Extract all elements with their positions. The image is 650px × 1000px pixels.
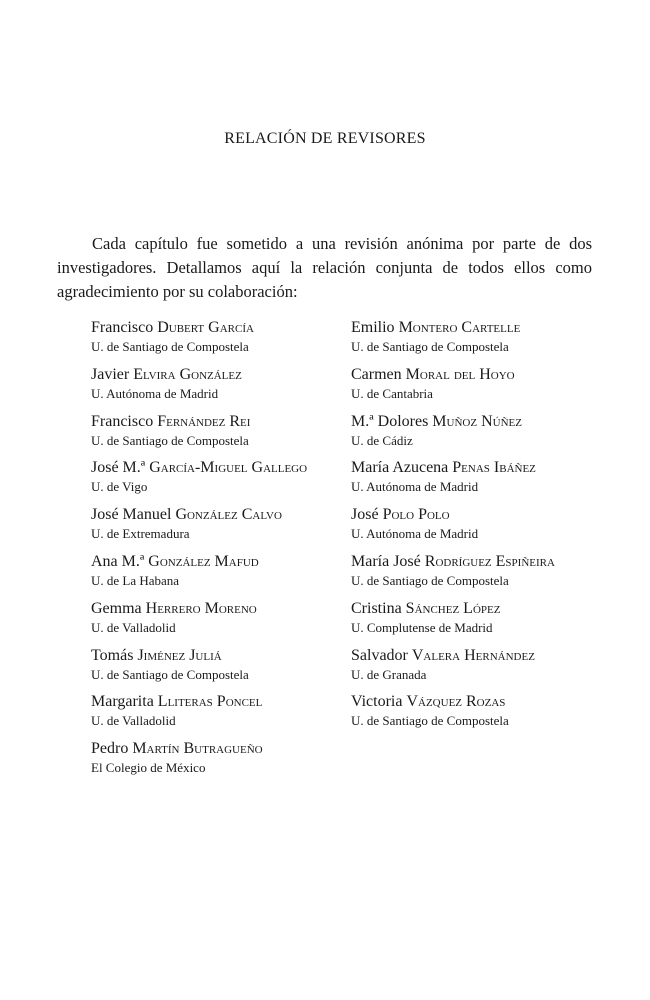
reviewer-surname: Vázquez Rozas (406, 693, 506, 711)
reviewer-entry (91, 458, 307, 505)
reviewer-given-name: Francisco (91, 319, 154, 336)
reviewer-surname: Penas Ibáñez (452, 459, 536, 477)
reviewer-name (91, 458, 307, 478)
reviewer-given-name: Francisco (91, 412, 154, 430)
reviewer-affiliation: U. Autónoma de Madrid (91, 385, 219, 401)
reviewer-surname: Muñoz Núñez (432, 412, 522, 430)
reviewer-surname: Rodríguez Espiñeira (424, 552, 555, 570)
reviewer-affiliation: U. de Valladolid (91, 619, 176, 635)
reviewer-name (351, 552, 555, 572)
reviewer-given-name: Emilio (351, 319, 395, 336)
page-title: RELACIÓN DE REVISORES (224, 130, 426, 147)
reviewer-affiliation: El Colegio de México (91, 760, 206, 776)
reviewer-entry (351, 505, 555, 552)
reviewer-name (91, 412, 307, 432)
reviewer-entry (351, 365, 555, 412)
reviewer-surname: García-Miguel Gallego (149, 459, 308, 477)
reviewer-name (351, 458, 555, 478)
reviewer-given-name: Victoria (351, 693, 403, 711)
reviewer-entry (351, 552, 555, 599)
reviewer-entry (91, 318, 307, 365)
reviewer-affiliation: U. Autónoma de Madrid (351, 526, 479, 542)
reviewer-given-name: Carmen (351, 365, 402, 383)
reviewer-surname: Fernández Rei (157, 412, 251, 430)
reviewer-entry (91, 365, 307, 412)
reviewer-name (91, 552, 307, 572)
reviewer-name (91, 365, 307, 385)
reviewer-given-name: Javier (91, 365, 130, 383)
reviewer-entry (91, 739, 307, 786)
reviewer-surname: Jiménez Juliá (137, 646, 222, 664)
reviewer-surname: González Mafud (148, 552, 259, 570)
reviewer-given-name: José Manuel (91, 506, 172, 524)
reviewer-affiliation: U. Complutense de Madrid (351, 619, 493, 635)
reviewer-entry (91, 412, 307, 459)
reviewer-surname: Herrero Moreno (145, 599, 257, 617)
reviewer-affiliation: U. de Granada (351, 666, 427, 682)
reviewer-affiliation: U. de Santiago de Compostela (351, 572, 509, 588)
reviewer-entry (91, 552, 307, 599)
reviewer-given-name: Gemma (91, 599, 142, 617)
reviewer-affiliation: U. de Vigo (91, 479, 148, 495)
reviewer-entry (91, 692, 307, 739)
reviewer-name (91, 739, 307, 759)
reviewer-affiliation: U. de Santiago de Compostela (351, 713, 509, 729)
reviewer-entry (351, 599, 555, 646)
reviewer-given-name: Ana M.ª (91, 552, 145, 570)
reviewer-name (351, 646, 555, 666)
reviewer-name (351, 318, 555, 338)
reviewer-name (351, 505, 555, 525)
reviewer-surname: Moral del Hoyo (405, 365, 515, 383)
reviewer-entry (351, 692, 555, 739)
reviewer-given-name: José (351, 506, 379, 524)
reviewer-given-name: María José (351, 552, 421, 570)
reviewer-given-name: María Azucena (351, 459, 449, 477)
reviewer-surname: Dubert García (157, 319, 254, 336)
intro-paragraph: Cada capítulo fue sometido a una revisión anónima por parte de dos investigadores. Detallamos aquí la relación conjunta de todos ellos como agradecimiento por su colaboración: (57, 234, 592, 301)
reviewer-affiliation: U. de Santiago de Compostela (91, 339, 249, 354)
reviewers-right-column (351, 318, 555, 739)
reviewer-surname: Montero Cartelle (398, 319, 521, 336)
reviewer-surname: Lliteras Poncel (157, 693, 263, 711)
reviewers-left-column (91, 318, 307, 786)
reviewer-affiliation: U. Autónoma de Madrid (351, 479, 479, 495)
reviewer-surname: Martín Butragueño (132, 740, 263, 758)
reviewer-surname: González Calvo (175, 506, 282, 524)
reviewer-given-name: M.ª Dolores (351, 412, 429, 430)
reviewer-entry (351, 412, 555, 459)
reviewer-given-name: Margarita (91, 693, 154, 711)
reviewer-entry (91, 505, 307, 552)
reviewer-affiliation: U. de Valladolid (91, 713, 176, 729)
reviewer-name (351, 692, 555, 712)
reviewer-affiliation: U. de La Habana (91, 572, 180, 588)
reviewer-surname: Polo Polo (382, 506, 450, 524)
reviewer-affiliation: U. de Santiago de Compostela (91, 666, 249, 682)
reviewer-name (91, 505, 307, 525)
reviewer-given-name: Pedro (91, 740, 129, 758)
reviewer-entry (91, 599, 307, 646)
reviewer-affiliation: U. de Santiago de Compostela (351, 339, 509, 354)
reviewer-affiliation: U. de Santiago de Compostela (91, 432, 249, 448)
reviewer-affiliation: U. de Cádiz (351, 432, 413, 448)
reviewer-given-name: Cristina (351, 599, 402, 617)
reviewer-given-name: José M.ª (91, 459, 146, 477)
reviewer-entry (351, 318, 555, 365)
reviewer-given-name: Tomás (91, 646, 134, 664)
reviewer-entry (91, 646, 307, 693)
reviewer-entry (351, 458, 555, 505)
reviewer-surname: Valera Hernández (411, 646, 535, 664)
reviewer-surname: Sánchez López (405, 599, 501, 617)
reviewer-entry (351, 646, 555, 693)
reviewer-name (91, 692, 307, 712)
reviewer-name (351, 412, 555, 432)
reviewer-name (351, 599, 555, 619)
reviewer-given-name: Salvador (351, 646, 408, 664)
reviewer-name (91, 599, 307, 619)
reviewer-name (91, 318, 307, 338)
reviewer-surname: Elvira González (133, 365, 242, 383)
reviewer-name (351, 365, 555, 385)
reviewer-affiliation: U. de Cantabria (351, 385, 433, 401)
reviewer-name (91, 646, 307, 666)
reviewer-affiliation: U. de Extremadura (91, 526, 190, 542)
